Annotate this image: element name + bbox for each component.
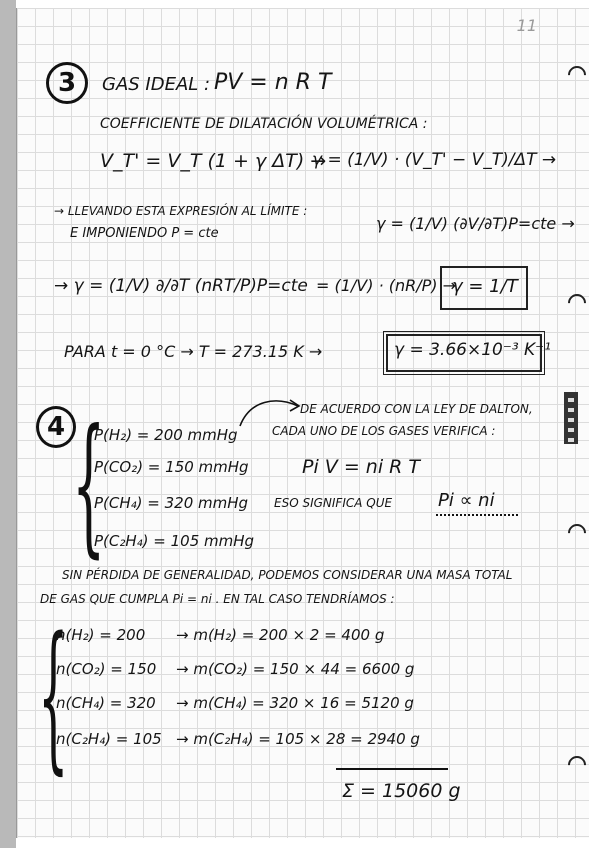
moles-co2: n(CO₂) = 150: [56, 660, 157, 678]
generality-text-1: SIN PÉRDIDA DE GENERALIDAD, PODEMOS CONSIDERAR UNA MASA TOTAL: [62, 568, 513, 582]
mass-ch4: → m(CH₄) = 320 × 16 = 5120 g: [176, 694, 414, 712]
pressure-c2h4: P(C₂H₄) = 105 mmHg: [94, 532, 255, 550]
page-tab: [564, 392, 578, 444]
pressure-ch4: P(CH₄) = 320 mmHg: [94, 494, 249, 512]
pressures-brace: {: [72, 398, 106, 572]
generality-text-2: DE GAS QUE CUMPLA Pi = ni . EN TAL CASO TENDRÍAMOS :: [40, 592, 395, 606]
mass-c2h4: → m(C₂H₄) = 105 × 28 = 2940 g: [176, 730, 420, 748]
binder-spine: [0, 0, 16, 848]
gamma-numeric-result: γ = 3.66×10⁻³ K⁻¹: [394, 340, 551, 360]
pressure-h2: P(H₂) = 200 mmHg: [94, 426, 238, 444]
moles-ch4: n(CH₄) = 320: [56, 694, 156, 712]
section-3-subtitle: COEFFICIENTE DE DILATACIÓN VOLUMÉTRICA :: [100, 116, 428, 132]
mass-co2: → m(CO₂) = 150 × 44 = 6600 g: [176, 660, 415, 678]
gamma-result: γ = 1/T: [452, 276, 518, 297]
dalton-equation: Pi V = ni R T: [302, 456, 420, 478]
dalton-text-2: CADA UNO DE LOS GASES VERIFICA :: [272, 424, 496, 438]
gamma-finite-equation: γ = (1/V) · (V_T' − V_T)/ΔT →: [312, 150, 557, 170]
mass-h2: → m(H₂) = 200 × 2 = 400 g: [176, 626, 385, 644]
total-mass: Σ = 15060 g: [342, 780, 461, 802]
dalton-text-1: DE ACUERDO CON LA LEY DE DALTON,: [300, 402, 533, 416]
proportionality-underline: [436, 514, 518, 516]
masses-brace: {: [38, 602, 69, 789]
expansion-equation: V_T' = V_T (1 + γ ΔT) →: [100, 150, 327, 172]
section-4-number: 4: [36, 406, 76, 448]
section-3-number: 3: [46, 62, 88, 104]
temperature-conversion: PARA t = 0 °C → T = 273.15 K →: [64, 342, 323, 361]
pressure-co2: P(CO₂) = 150 mmHg: [94, 458, 249, 476]
moles-h2: n(H₂) = 200: [56, 626, 146, 644]
gamma-simplified-equation: = (1/V) · (nR/P) →: [316, 276, 457, 295]
meaning-text: ESO SIGNIFICA QUE: [274, 496, 393, 510]
ideal-gas-equation: PV = n R T: [214, 70, 332, 95]
section-3-title: GAS IDEAL :: [102, 74, 211, 95]
moles-c2h4: n(C₂H₄) = 105: [56, 730, 162, 748]
page-number: 11: [516, 16, 537, 35]
gamma-derivative-equation: γ = (1/V) (∂V/∂T)P=cte →: [376, 214, 575, 233]
sum-line: [336, 768, 448, 770]
limit-text-1: → LLEVANDO ESTA EXPRESIÓN AL LÍMITE :: [54, 204, 308, 218]
proportionality-equation: Pi ∝ ni: [438, 490, 495, 511]
gamma-substitution-equation: → γ = (1/V) ∂/∂T (nRT/P)P=cte: [54, 276, 308, 296]
limit-text-2: E IMPONIENDO P = cte: [70, 226, 219, 241]
